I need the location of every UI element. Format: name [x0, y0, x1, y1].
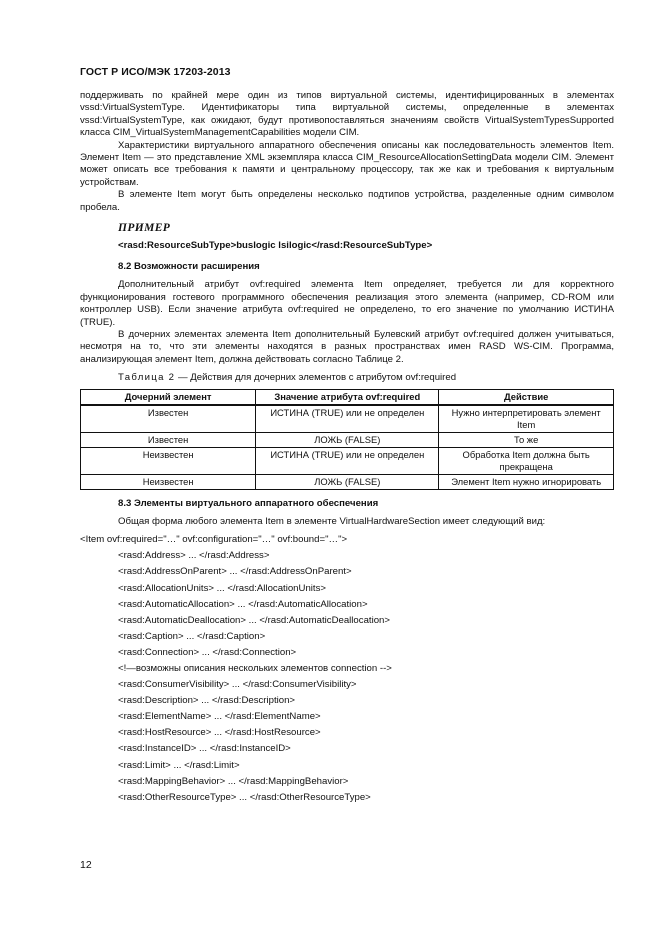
paragraph-continuation: поддерживать по крайней мере один из типов виртуальной системы, идентифицированных в элементах vssd:VirtualSystemType. Идентификаторы типа виртуальной системы, определенные в элементах vssd:VirtualSystemType, как ожидают, будут противопоставляться значениям свойств VirtualSystemTypesSupported класса CIM_VirtualSystemManagementCapabilities модели CIM. [80, 90, 614, 139]
code-line: <rasd:InstanceID> ... </rasd:InstanceID> [118, 743, 291, 755]
table-cell: Неизвестен [81, 447, 256, 474]
table-cell: ЛОЖЬ (FALSE) [256, 432, 439, 447]
code-line: <rasd:Limit> ... </rasd:Limit> [118, 759, 240, 771]
table-cell: Известен [81, 405, 256, 433]
table-row [81, 447, 614, 474]
table-row [81, 405, 614, 433]
table-header-attribute-value: Значение атрибута ovf:required [256, 389, 439, 405]
example-label: ПРИМЕР [118, 222, 171, 235]
code-line: <rasd:OtherResourceType> ... </rasd:OtherResourceType> [118, 791, 371, 803]
code-line: <rasd:AllocationUnits> ... </rasd:AllocationUnits> [118, 582, 326, 594]
table-header-row [81, 389, 614, 405]
code-line: <rasd:AddressOnParent> ... </rasd:AddressOnParent> [118, 566, 352, 578]
code-line: <rasd:ElementName> ... </rasd:ElementName> [118, 711, 321, 723]
code-line: <rasd:Caption> ... </rasd:Caption> [118, 630, 266, 642]
table-header-child-element: Дочерний элемент [81, 389, 256, 405]
table-cell: Элемент Item нужно игнорировать [439, 474, 614, 489]
code-line: <rasd:Description> ... </rasd:Description> [118, 695, 296, 707]
code-line: <rasd:ConsumerVisibility> ... </rasd:ConsumerVisibility> [118, 679, 357, 691]
table-cell: ЛОЖЬ (FALSE) [256, 474, 439, 489]
page-number: 12 [80, 859, 92, 871]
code-line: <rasd:AutomaticAllocation> ... </rasd:AutomaticAllocation> [118, 598, 368, 610]
table-cell: То же [439, 432, 614, 447]
table-cell: Обработка Item должна быть прекращена [439, 447, 614, 474]
actions-table [80, 389, 614, 490]
code-line: <rasd:AutomaticDeallocation> ... </rasd:AutomaticDeallocation> [118, 614, 390, 626]
code-line: <rasd:Address> ... </rasd:Address> [118, 550, 270, 562]
table-cell: Нужно интерпретировать элемент Item [439, 405, 614, 433]
table-cell: ИСТИНА (TRUE) или не определен [256, 405, 439, 433]
paragraph-item-form: Общая форма любого элемента Item в элементе VirtualHardwareSection имеет следующий вид: [118, 515, 546, 527]
example-code: <rasd:ResourceSubType>buslogic lsilogic</rasd:ResourceSubType> [118, 240, 433, 252]
table-cell: Неизвестен [81, 474, 256, 489]
code-comment-line: <!—возможны описания нескольких элементов connection --> [118, 663, 392, 674]
code-line: <rasd:MappingBehavior> ... </rasd:MappingBehavior> [118, 775, 349, 787]
paragraph-required-attribute: Дополнительный атрибут ovf:required элемента Item определяет, требуется ли для корректного функционирования гостевого программного обеспечения реализация этого элемента (например, CD-ROM или контроллер USB). Если значение атрибута ovf:required не определено, то его значение по умолчанию ИСТИНА (TRUE). [80, 279, 614, 328]
code-item-open: <Item ovf:required="…" ovf:configuration="…" ovf:bound="…"> [80, 534, 348, 546]
table-header-action: Действие [439, 389, 614, 405]
paragraph-subtypes: В элементе Item могут быть определены несколько подтипов устройства, разделенные одним символом пробела. [80, 189, 614, 213]
code-line: <rasd:HostResource> ... </rasd:HostResource> [118, 727, 321, 739]
document-header: ГОСТ Р ИСО/МЭК 17203-2013 [80, 66, 231, 78]
table-caption-text: — Действия для дочерних элементов с атрибутом ovf:required [175, 372, 457, 384]
document-body [80, 90, 614, 806]
table-cell: ИСТИНА (TRUE) или не определен [256, 447, 439, 474]
section-heading-8-2: 8.2 Возможности расширения [118, 260, 260, 272]
section-heading-8-3: 8.3 Элементы виртуального аппаратного обеспечения [118, 497, 379, 509]
table-cell: Известен [81, 432, 256, 447]
table-caption [118, 372, 614, 384]
table-caption-label: Таблица 2 [118, 372, 176, 384]
paragraph-hardware-characteristics: Характеристики виртуального аппаратного обеспечения описаны как последовательность элементов Item. Элемент Item — это представление XML экземпляра класса CIM_ResourceAllocationSettingData модели CIM. Элемент может описать все требования к памяти и центральному процессору, так же как и требования к виртуальным устройствам. [80, 139, 614, 188]
code-line: <rasd:Connection> ... </rasd:Connection> [118, 646, 297, 658]
table-row [81, 432, 614, 447]
table-row [81, 474, 614, 489]
paragraph-child-elements: В дочерних элементах элемента Item дополнительный Булевский атрибут ovf:required должен учитываться, несмотря на то, что эти элементы находятся в разных пространствах имен RASD WS-CIM. Программа, анализирующая элемент Item, должна действовать согласно Таблице 2. [80, 328, 614, 365]
code-block [80, 548, 614, 806]
